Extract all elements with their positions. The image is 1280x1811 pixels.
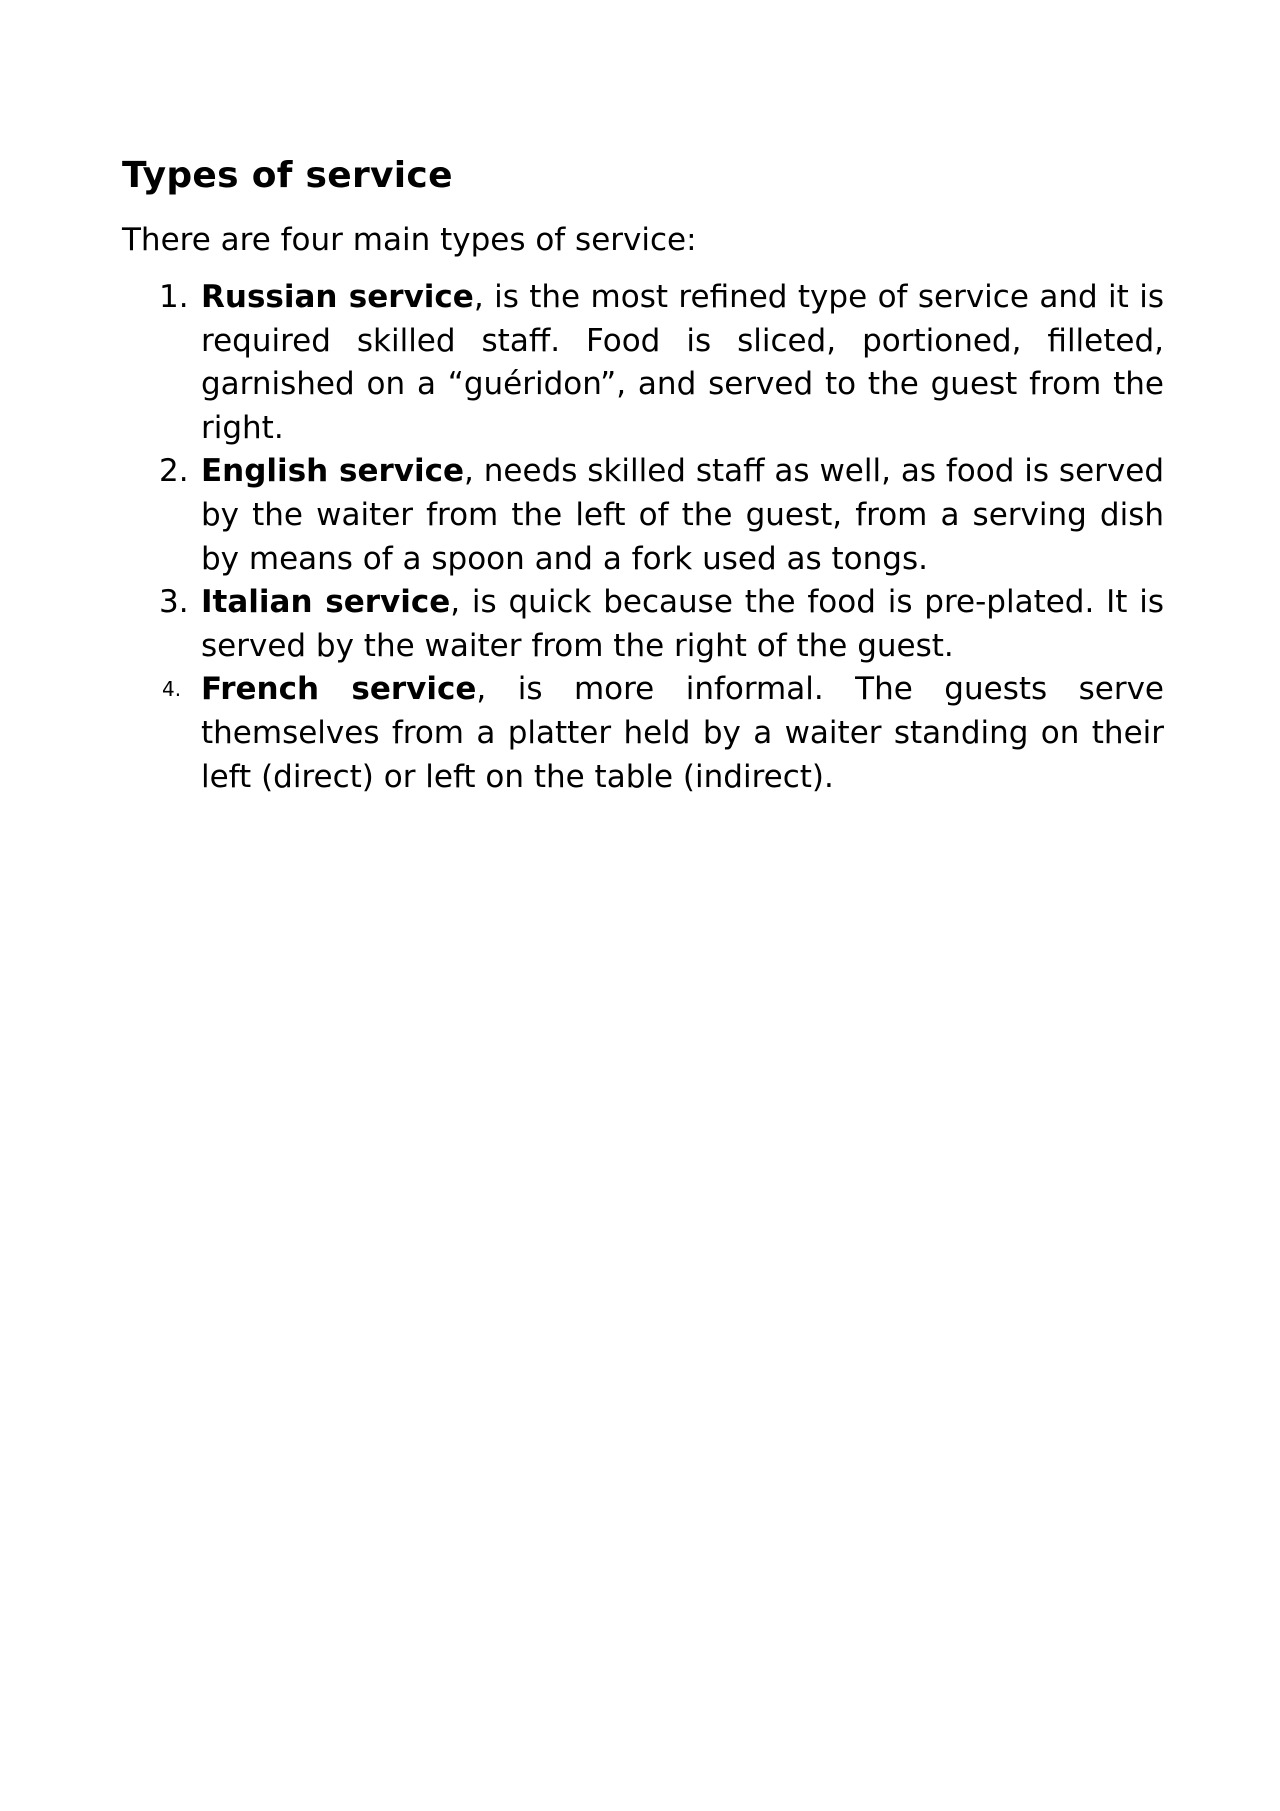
list-item [122,450,1164,581]
list-item [122,668,1164,799]
list-term: Italian service [201,584,451,621]
document-page [122,150,1164,799]
list-number: 1. [159,279,189,315]
list-item [122,581,1164,668]
list-term: Russian service [201,279,474,315]
list-term: French service [201,671,477,708]
list-term: English service [201,453,465,490]
list-number: 3. [159,584,189,621]
list-text: , is the most refined type of service and it is required skilled staff. Food is sliced, portioned, filleted, garnished on a “guéridon”, and served to the guest from the right. [201,279,1164,446]
list-item [122,276,1164,450]
intro-paragraph: There are four main types of service: [122,222,697,258]
list-text: , is quick because the food is pre-plated. It is served by the waiter from the right of the guest. [201,584,1164,664]
list-text: , needs skilled staff as well, as food is served by the waiter from the left of the guest, from a serving dish by means of a spoon and a fork used as tongs. [201,453,1164,577]
list-text: , is more informal. The guests serve themselves from a platter held by a waiter standing on their left (direct) or left on the table (indirect). [201,671,1164,795]
section-heading: Types of service [122,155,453,196]
service-types-list [122,276,1164,799]
list-number: 4. [162,677,182,702]
list-number: 2. [159,453,189,490]
